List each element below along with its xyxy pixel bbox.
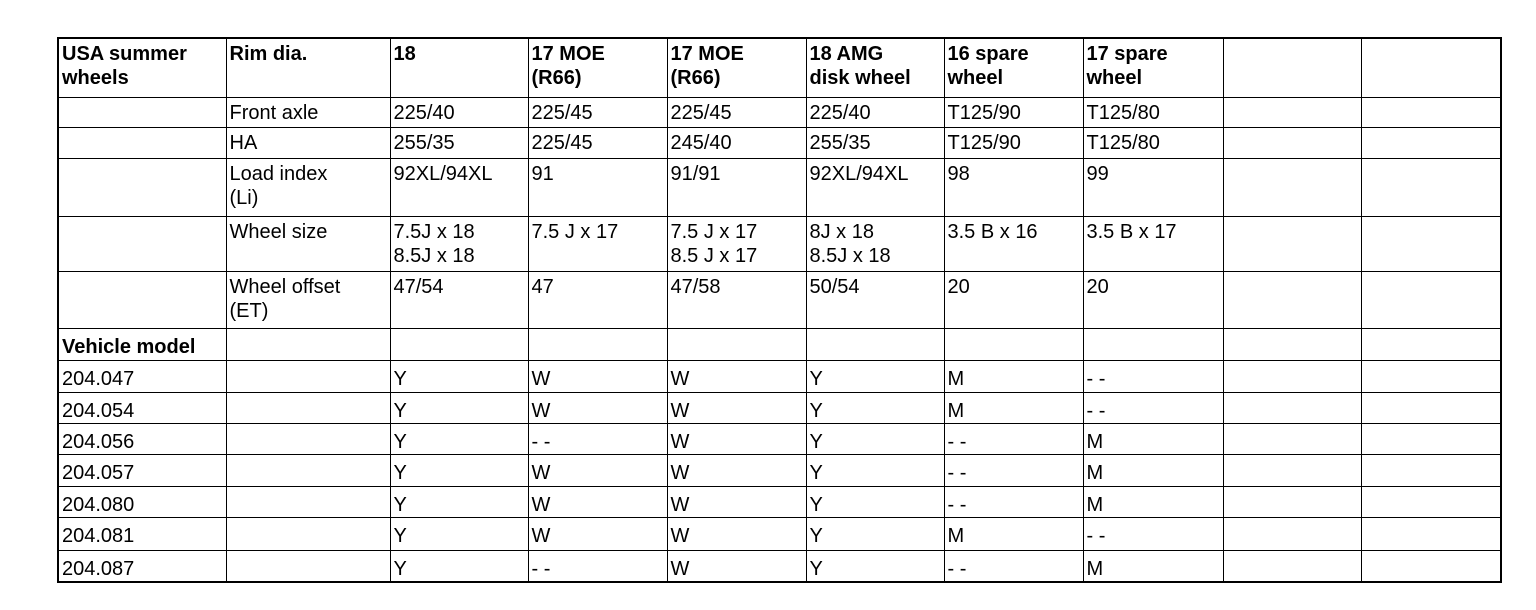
fitment-code xyxy=(1223,360,1361,392)
spec-value: 47/58 xyxy=(667,271,806,328)
column-header: 17 spare wheel xyxy=(1083,38,1223,97)
fitment-code: Y xyxy=(390,550,528,582)
spec-value: 91/91 xyxy=(667,158,806,216)
fitment-code: W xyxy=(528,517,667,550)
table-cell xyxy=(1223,328,1361,360)
fitment-code: Y xyxy=(806,550,944,582)
table-cell xyxy=(944,328,1083,360)
column-header xyxy=(1361,38,1501,97)
vehicle-model-number: 204.087 xyxy=(58,550,226,582)
spec-value xyxy=(1223,127,1361,158)
fitment-code xyxy=(1223,392,1361,423)
fitment-code: W xyxy=(528,454,667,486)
spec-value: 255/35 xyxy=(390,127,528,158)
fitment-code: W xyxy=(667,392,806,423)
fitment-code: W xyxy=(667,517,806,550)
spec-label: Front axle xyxy=(226,97,390,127)
fitment-code xyxy=(1361,486,1501,517)
spec-value: 47/54 xyxy=(390,271,528,328)
fitment-code: Y xyxy=(806,517,944,550)
table-cell xyxy=(1083,328,1223,360)
spec-value: 225/40 xyxy=(806,97,944,127)
fitment-code: Y xyxy=(806,454,944,486)
vehicle-model-number: 204.081 xyxy=(58,517,226,550)
spec-value xyxy=(1361,97,1501,127)
fitment-code: M xyxy=(944,517,1083,550)
table-cell xyxy=(226,392,390,423)
spec-value: 47 xyxy=(528,271,667,328)
table-cell xyxy=(528,328,667,360)
fitment-code xyxy=(1223,454,1361,486)
spec-value: T125/80 xyxy=(1083,97,1223,127)
column-header: 18 AMG disk wheel xyxy=(806,38,944,97)
spec-value: 8J x 18 8.5J x 18 xyxy=(806,216,944,271)
vehicle-model-number: 204.080 xyxy=(58,486,226,517)
column-header: 17 MOE (R66) xyxy=(667,38,806,97)
spec-value: 7.5J x 18 8.5J x 18 xyxy=(390,216,528,271)
rim-dia-header: Rim dia. xyxy=(226,38,390,97)
spec-value: T125/90 xyxy=(944,127,1083,158)
fitment-code: M xyxy=(1083,486,1223,517)
fitment-code: W xyxy=(667,423,806,454)
table-cell xyxy=(226,360,390,392)
fitment-code: W xyxy=(667,454,806,486)
fitment-code: Y xyxy=(806,360,944,392)
fitment-code: M xyxy=(1083,423,1223,454)
fitment-code: Y xyxy=(390,423,528,454)
header-row xyxy=(58,38,1501,97)
column-header: 18 xyxy=(390,38,528,97)
spec-value xyxy=(1223,216,1361,271)
table-cell xyxy=(390,328,528,360)
spec-value: 20 xyxy=(944,271,1083,328)
table-cell xyxy=(58,271,226,328)
fitment-code: - - xyxy=(528,550,667,582)
fitment-code: - - xyxy=(1083,392,1223,423)
table-cell xyxy=(806,328,944,360)
spec-value: T125/80 xyxy=(1083,127,1223,158)
spec-value: 92XL/94XL xyxy=(390,158,528,216)
spec-value: 3.5 B x 17 xyxy=(1083,216,1223,271)
specs-section xyxy=(58,97,1501,328)
spec-value xyxy=(1223,97,1361,127)
fitment-code xyxy=(1223,486,1361,517)
vehicle-model-row xyxy=(58,328,1501,360)
spec-label: Wheel offset (ET) xyxy=(226,271,390,328)
table-cell xyxy=(667,328,806,360)
spec-value: 225/40 xyxy=(390,97,528,127)
fitment-code xyxy=(1361,392,1501,423)
wheel-fitment-table xyxy=(57,37,1502,583)
table-row xyxy=(58,517,1501,550)
fitment-code: - - xyxy=(944,486,1083,517)
fitment-code: M xyxy=(1083,454,1223,486)
column-header: 17 MOE (R66) xyxy=(528,38,667,97)
table-row xyxy=(58,550,1501,582)
fitment-code: W xyxy=(667,550,806,582)
fitment-code: Y xyxy=(806,423,944,454)
fitment-code: W xyxy=(667,486,806,517)
fitment-code xyxy=(1361,423,1501,454)
vehicle-model-number: 204.056 xyxy=(58,423,226,454)
fitment-code: - - xyxy=(944,423,1083,454)
fitment-code: M xyxy=(944,360,1083,392)
table-row xyxy=(58,454,1501,486)
fitment-code: - - xyxy=(1083,517,1223,550)
spec-value: 91 xyxy=(528,158,667,216)
table-cell xyxy=(226,454,390,486)
category-header: USA summer wheels xyxy=(58,38,226,97)
table-cell xyxy=(226,550,390,582)
spec-value xyxy=(1361,127,1501,158)
vehicle-model-number: 204.057 xyxy=(58,454,226,486)
table-cell xyxy=(226,486,390,517)
fitment-code: W xyxy=(528,486,667,517)
table-cell xyxy=(1361,328,1501,360)
spec-value: 225/45 xyxy=(667,97,806,127)
fitment-code: M xyxy=(944,392,1083,423)
fitment-code xyxy=(1223,423,1361,454)
fitment-code: W xyxy=(667,360,806,392)
fitment-code: - - xyxy=(944,454,1083,486)
fitment-code: W xyxy=(528,392,667,423)
spec-value: 98 xyxy=(944,158,1083,216)
fitment-code: - - xyxy=(1083,360,1223,392)
vehicle-model-number: 204.054 xyxy=(58,392,226,423)
fitment-code xyxy=(1361,454,1501,486)
table-row xyxy=(58,392,1501,423)
spec-value: 245/40 xyxy=(667,127,806,158)
fitment-code: Y xyxy=(390,486,528,517)
spec-value: 255/35 xyxy=(806,127,944,158)
fitment-code: - - xyxy=(944,550,1083,582)
fitment-code: Y xyxy=(806,486,944,517)
spec-value xyxy=(1361,158,1501,216)
fitment-code: Y xyxy=(806,392,944,423)
column-header: 16 spare wheel xyxy=(944,38,1083,97)
spec-value: 225/45 xyxy=(528,97,667,127)
table-cell xyxy=(226,517,390,550)
spec-row xyxy=(58,271,1501,328)
spec-label: HA xyxy=(226,127,390,158)
spec-value: 50/54 xyxy=(806,271,944,328)
table-cell xyxy=(58,158,226,216)
spec-row xyxy=(58,216,1501,271)
fitment-code: Y xyxy=(390,392,528,423)
fitment-code: Y xyxy=(390,517,528,550)
spec-value xyxy=(1223,271,1361,328)
spec-value xyxy=(1361,271,1501,328)
spec-value xyxy=(1223,158,1361,216)
vehicle-model-number: 204.047 xyxy=(58,360,226,392)
spec-value: 99 xyxy=(1083,158,1223,216)
table-row xyxy=(58,423,1501,454)
table-row xyxy=(58,360,1501,392)
models-section xyxy=(58,360,1501,582)
spec-value: 3.5 B x 16 xyxy=(944,216,1083,271)
fitment-code: W xyxy=(528,360,667,392)
table-cell xyxy=(226,423,390,454)
fitment-code: M xyxy=(1083,550,1223,582)
table-cell xyxy=(58,127,226,158)
spec-label: Load index (Li) xyxy=(226,158,390,216)
column-header xyxy=(1223,38,1361,97)
table-cell xyxy=(226,328,390,360)
spec-row xyxy=(58,158,1501,216)
spec-value: 92XL/94XL xyxy=(806,158,944,216)
fitment-code: Y xyxy=(390,360,528,392)
table-row xyxy=(58,486,1501,517)
fitment-code: - - xyxy=(528,423,667,454)
spec-row xyxy=(58,127,1501,158)
spec-value: T125/90 xyxy=(944,97,1083,127)
fitment-code xyxy=(1361,517,1501,550)
fitment-code xyxy=(1223,550,1361,582)
fitment-code xyxy=(1361,360,1501,392)
spec-row xyxy=(58,97,1501,127)
spec-value: 7.5 J x 17 8.5 J x 17 xyxy=(667,216,806,271)
table-cell xyxy=(58,97,226,127)
spec-value: 225/45 xyxy=(528,127,667,158)
fitment-code xyxy=(1361,550,1501,582)
spec-value xyxy=(1361,216,1501,271)
vehicle-model-label: Vehicle model xyxy=(58,328,226,360)
fitment-code: Y xyxy=(390,454,528,486)
spec-value: 20 xyxy=(1083,271,1223,328)
fitment-code xyxy=(1223,517,1361,550)
spec-value: 7.5 J x 17 xyxy=(528,216,667,271)
spec-label: Wheel size xyxy=(226,216,390,271)
table-cell xyxy=(58,216,226,271)
